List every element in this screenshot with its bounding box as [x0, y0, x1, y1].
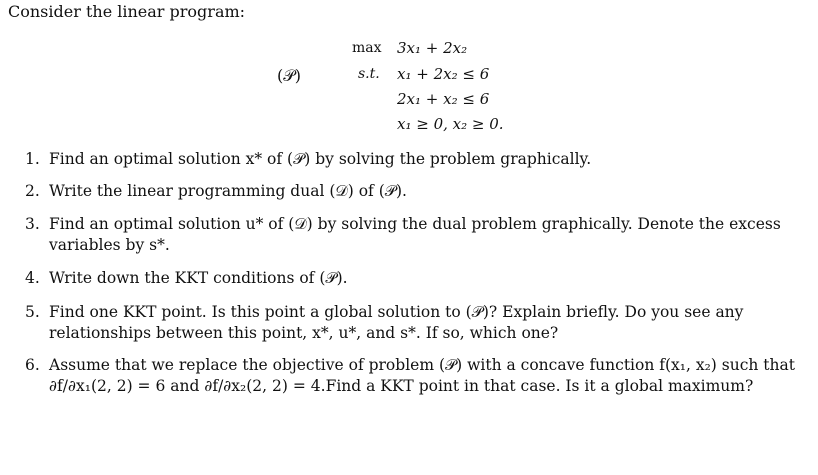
intro-text: Consider the linear program: [8, 2, 246, 21]
lp-max-keyword: max [352, 40, 382, 56]
question-text: Assume that we replace the objective of problem (𝒫) with a concave function f(x₁, x₂) such that [49, 356, 795, 374]
question-number: 3. [25, 215, 40, 233]
question-text-continued: variables by s*. [49, 236, 170, 254]
lp-constraint-1: x₁ + 2x₂ ≤ 6 [397, 65, 490, 83]
question-text-continued: ∂f/∂x₁(2, 2) = 6 and ∂f/∂x₂(2, 2) = 4.Find a KKT point in that case. Is it a global maximum? [49, 377, 754, 395]
lp-constraint-2: 2x₁ + x₂ ≤ 6 [397, 90, 490, 108]
question-text: Write down the KKT conditions of (𝒫). [49, 269, 348, 287]
problem-name: (𝒫) [277, 66, 302, 85]
question-4 [25, 268, 348, 289]
question-2 [25, 181, 407, 202]
question-6 [25, 355, 795, 397]
question-3 [25, 214, 781, 256]
question-number: 2. [25, 182, 40, 200]
question-text: Find one KKT point. Is this point a global solution to (𝒫)? Explain briefly. Do you see any [49, 303, 744, 321]
lp-nonnegativity: x₁ ≥ 0, x₂ ≥ 0. [397, 115, 504, 133]
question-text-continued: relationships between this point, x*, u*, and s*. If so, which one? [49, 324, 559, 342]
question-1 [25, 149, 591, 170]
lp-st-keyword: s.t. [358, 66, 380, 82]
question-text: Find an optimal solution x* of (𝒫) by solving the problem graphically. [49, 150, 592, 168]
question-text: Write the linear programming dual (𝒟) of (𝒫). [49, 182, 407, 200]
question-number: 6. [25, 356, 40, 374]
question-5 [25, 302, 743, 344]
question-number: 1. [25, 150, 40, 168]
question-number: 4. [25, 269, 40, 287]
lp-objective: 3x₁ + 2x₂ [397, 39, 468, 57]
question-number: 5. [25, 303, 40, 321]
question-text: Find an optimal solution u* of (𝒟) by solving the dual problem graphically. Denote the excess [49, 215, 781, 233]
